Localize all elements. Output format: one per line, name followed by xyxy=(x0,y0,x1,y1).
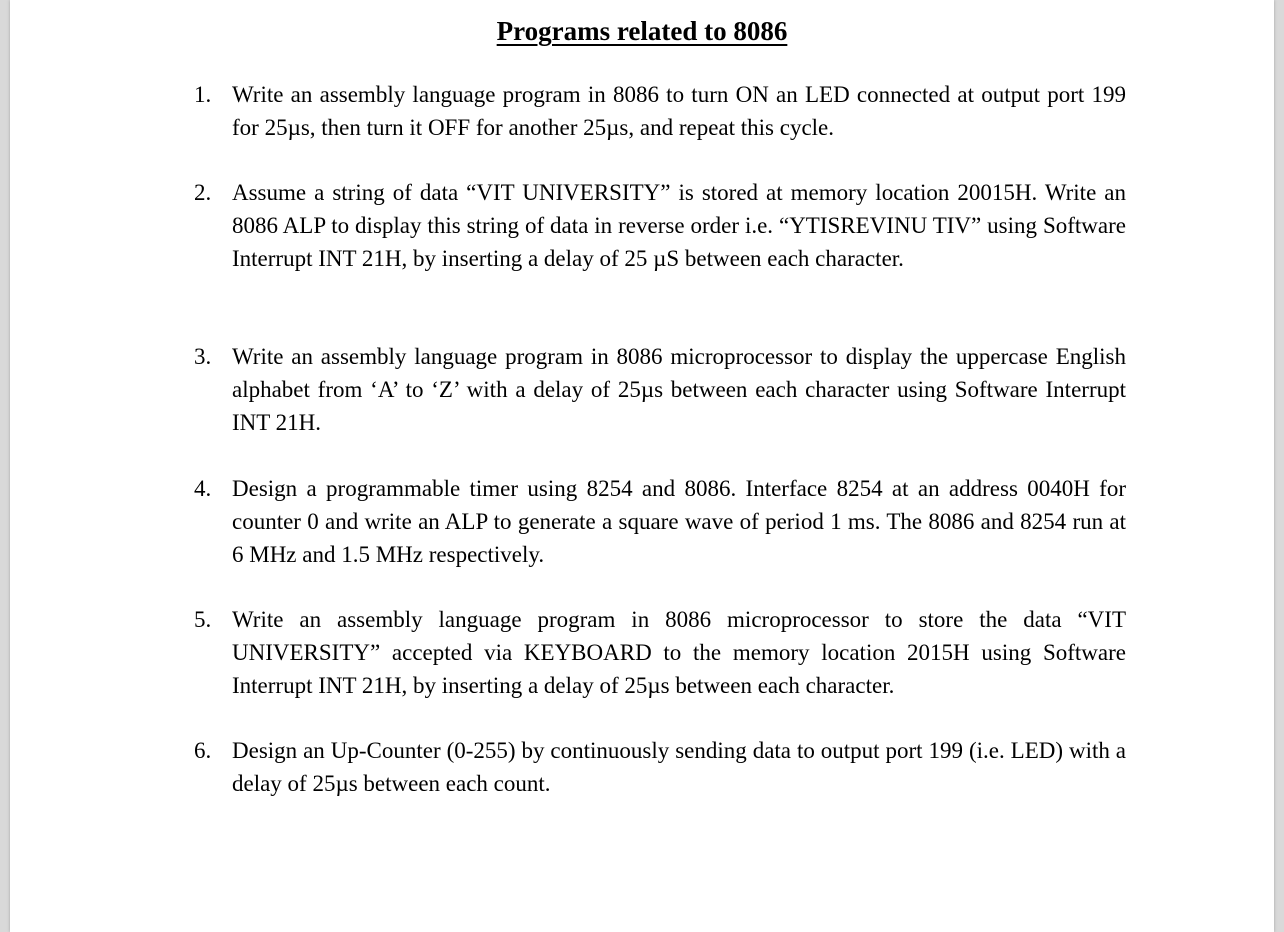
document-page xyxy=(10,0,1274,932)
question-number: 5. xyxy=(194,607,212,632)
question-number: 3. xyxy=(194,344,212,369)
question-item-2 xyxy=(194,177,1126,275)
question-number: 6. xyxy=(194,738,212,763)
question-item-5 xyxy=(194,604,1126,702)
question-number: 4. xyxy=(194,476,212,501)
question-text: Write an assembly language program in 8086 microprocessor to display the uppercase English alphabet from ‘A’ to ‘Z’ with a delay of 25µs between each character using Software Interrupt INT 21H. xyxy=(232,344,1126,435)
question-item-3 xyxy=(194,341,1126,439)
question-text: Write an assembly language program in 8086 microprocessor to store the data “VIT UNIVERSITY” accepted via KEYBOARD to the memory location 2015H using Software Interrupt INT 21H, by inserting a delay of 25µs between each character. xyxy=(232,607,1126,698)
question-text: Write an assembly language program in 8086 to turn ON an LED connected at output port 199 for 25µs, then turn it OFF for another 25µs, and repeat this cycle. xyxy=(232,82,1126,140)
question-text: Design a programmable timer using 8254 and 8086. Interface 8254 at an address 0040H for counter 0 and write an ALP to generate a square wave of period 1 ms. The 8086 and 8254 run at 6 MHz and 1.5 MHz respectively. xyxy=(232,476,1126,567)
page-title-text: Programs related to 8086 xyxy=(496,16,788,46)
page-title xyxy=(10,14,1274,48)
question-number: 2. xyxy=(194,180,212,205)
question-text: Assume a string of data “VIT UNIVERSITY” is stored at memory location 20015H. Write an 8086 ALP to display this string of data in reverse order i.e. “YTISREVINU TIV” using Software Interrupt INT 21H, by inserting a delay of 25 µS between each character. xyxy=(232,180,1126,271)
question-item-4 xyxy=(194,473,1126,571)
question-text: Design an Up-Counter (0-255) by continuously sending data to output port 199 (i.e. LED) with a delay of 25µs between each count. xyxy=(232,738,1126,796)
question-item-6 xyxy=(194,735,1126,801)
question-number: 1. xyxy=(194,82,212,107)
question-item-1 xyxy=(194,79,1126,145)
